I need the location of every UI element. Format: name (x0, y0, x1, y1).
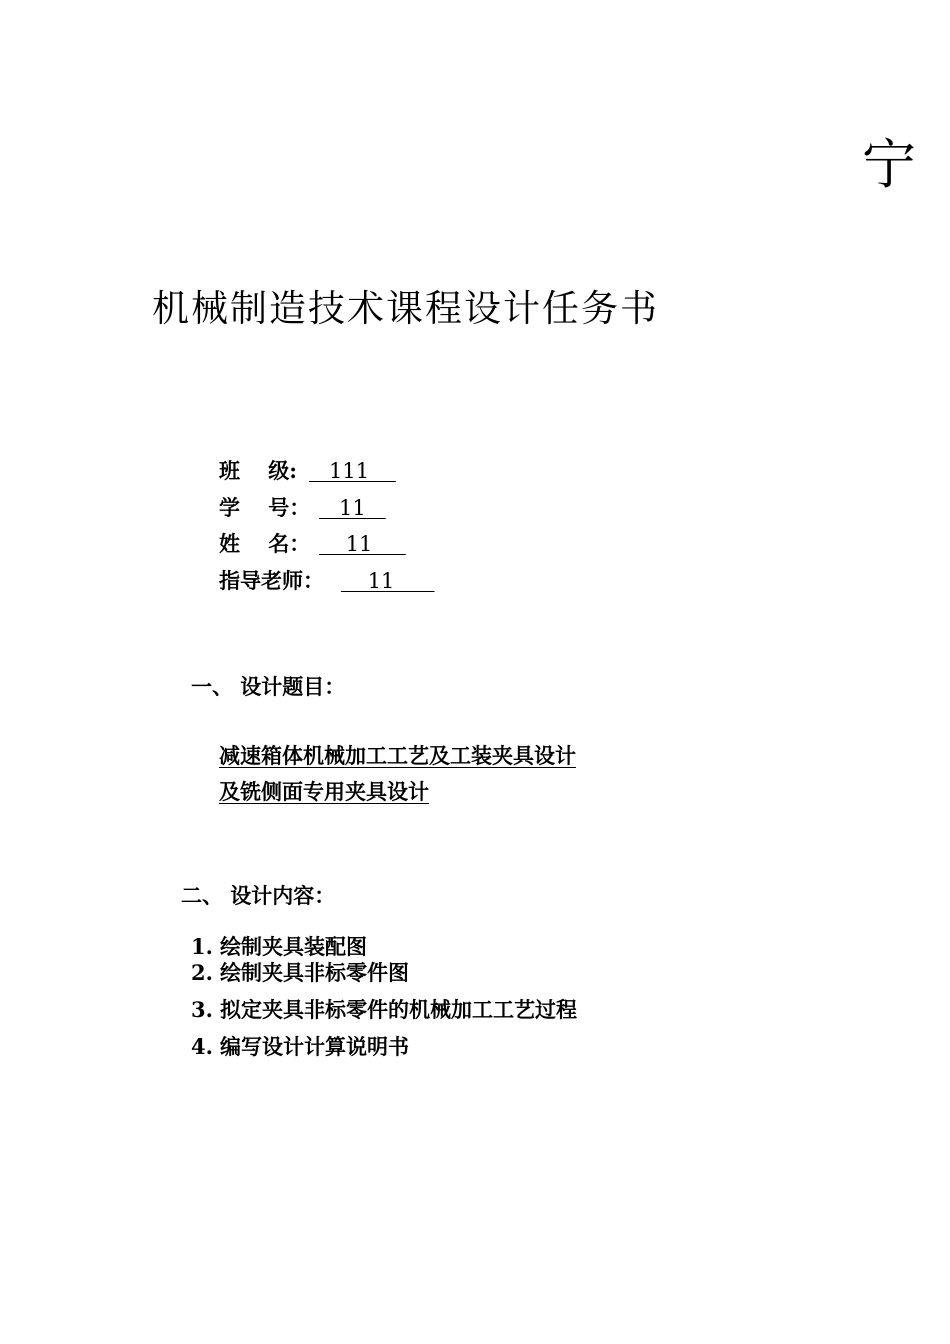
design-topic-line-2: 及铣侧面专用夹具设计 (219, 779, 429, 804)
advisor-value: 11 (341, 569, 435, 593)
name-value: 11 (319, 532, 406, 556)
student-id-value: 11 (319, 496, 386, 520)
class-value: 111 (309, 459, 396, 483)
item-text: 绘制夹具非标零件图 (220, 960, 409, 985)
section-2-heading: 二、 设计内容： (181, 883, 336, 908)
section-1-heading: 一、 设计题目： (191, 674, 346, 699)
corner-character: 宁 (862, 133, 916, 196)
advisor-label: 指导老师： (219, 568, 324, 593)
advisor-row (219, 569, 434, 593)
content-item-1 (191, 934, 367, 960)
item-number: 4. (191, 1034, 213, 1059)
page-title: 机械制造技术课程设计任务书 (152, 287, 659, 330)
item-number: 2. (191, 960, 213, 985)
content-item-2 (191, 960, 409, 986)
student-id-row (219, 496, 386, 520)
item-number: 3. (191, 997, 213, 1022)
class-row (219, 459, 396, 483)
item-text: 拟定夹具非标零件的机械加工工艺过程 (220, 997, 577, 1022)
item-number: 1. (191, 934, 213, 959)
class-label: 班 级: (219, 458, 298, 483)
student-id-label: 学 号： (219, 495, 311, 520)
item-text: 绘制夹具装配图 (220, 934, 367, 959)
name-row (219, 532, 406, 556)
content-item-4 (191, 1034, 409, 1060)
name-label: 姓 名： (219, 531, 311, 556)
design-topic-line-1: 减速箱体机械加工工艺及工装夹具设计 (219, 743, 576, 768)
content-item-3 (191, 997, 577, 1023)
item-text: 编写设计计算说明书 (220, 1034, 409, 1059)
